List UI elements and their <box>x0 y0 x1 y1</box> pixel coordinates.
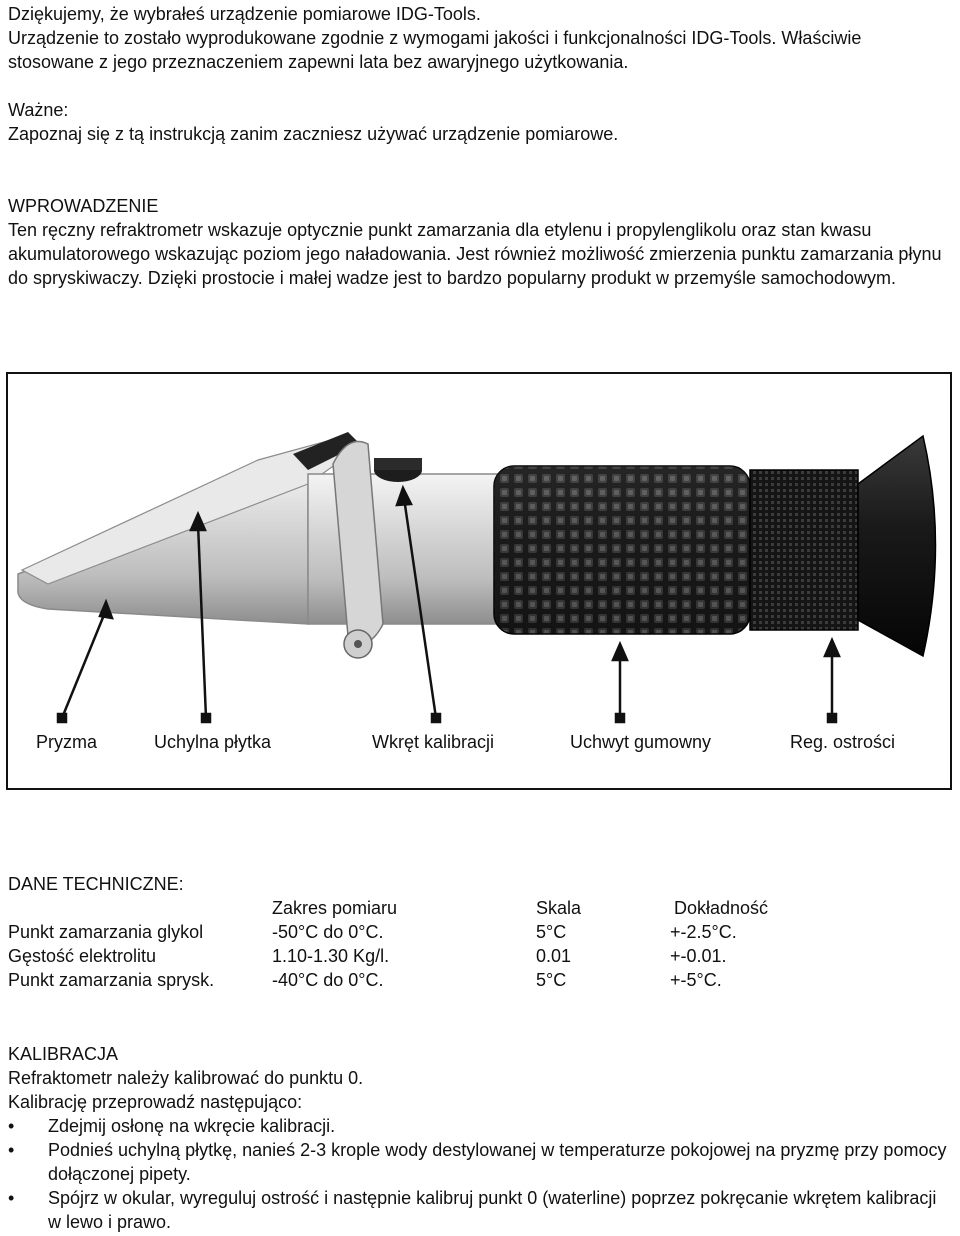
calibration-line1: Refraktometr należy kalibrować do punktu 0. <box>8 1068 364 1088</box>
refractometer-illustration <box>8 374 950 788</box>
label-calibration-screw: Wkręt kalibracji <box>372 732 495 752</box>
calibration-heading: KALIBRACJA <box>8 1044 119 1064</box>
list-item: • Podnieś uchylną płytkę, nanieś 2-3 krople wody destylowanej w temperaturze pokojowej na pryzmę przy pomocy dołączonej pipety. <box>8 1138 952 1186</box>
tech-header-accuracy: Dokładność <box>674 898 769 918</box>
arrow-screw-tail <box>432 714 440 722</box>
important-heading: Ważne: <box>8 100 69 120</box>
arrow-plate-tail <box>202 714 210 722</box>
tech-cell-scale: 5°C <box>536 970 567 990</box>
table-row <box>8 968 952 992</box>
important-section <box>8 98 952 146</box>
table-row <box>8 920 952 944</box>
label-rubber-grip: Uchwyt gumowny <box>570 732 712 752</box>
important-text: Zapoznaj się z tą instrukcją zanim zaczniesz używać urządzenie pomiarowe. <box>8 124 619 144</box>
arrow-prism <box>62 610 106 718</box>
focus-ring <box>750 470 858 630</box>
tech-cell-scale: 5°C <box>536 922 567 942</box>
arrow-focus-head <box>825 640 839 656</box>
introduction-section <box>8 194 952 290</box>
calibration-steps <box>8 1114 952 1234</box>
tech-cell-name: Punkt zamarzania glykol <box>8 922 204 942</box>
arrow-focus-tail <box>828 714 836 722</box>
table-row <box>8 944 952 968</box>
arrow-prism-tail <box>58 714 66 722</box>
tech-header-range: Zakres pomiaru <box>272 898 398 918</box>
intro-thanks: Dziękujemy, że wybrałeś urządzenie pomiarowe IDG-Tools. <box>8 4 481 24</box>
list-item: • Zdejmij osłonę na wkręcie kalibracji. <box>8 1114 952 1138</box>
tech-cell-range: 1.10-1.30 Kg/l. <box>272 946 390 966</box>
rubber-grip-shade <box>494 466 750 634</box>
tech-section <box>8 872 952 896</box>
tech-heading: DANE TECHNICZNE: <box>8 874 184 894</box>
introduction-text: Ten ręczny refraktrometr wskazuje optycznie punkt zamarzania dla etylenu i propylenglikolu oraz stan kwasu akumulatorowego wskazując poziom jego naładowania. Jest również możliwość zmierzenia punktu zamarzania płynu do spryskiwaczy. Dzięki prostocie i małej wadze jest to bardzo popularny produkt w przemyśle samochodowym. <box>8 220 942 288</box>
clamp-screw-center <box>354 640 362 648</box>
tech-cell-name: Punkt zamarzania sprysk. <box>8 970 215 990</box>
arrow-grip-head <box>613 644 627 660</box>
label-focus: Reg. ostrości <box>790 732 896 752</box>
tech-cell-accuracy: +-0.01. <box>670 946 727 966</box>
tech-cell-range: -50°C do 0°C. <box>272 922 384 942</box>
label-tilting-plate: Uchylna płytka <box>154 732 272 752</box>
tech-table <box>8 896 952 992</box>
intro-description: Urządzenie to zostało wyprodukowane zgodnie z wymogami jakości i funkcjonalności IDG-Tools. Właściwie stosowane z jego przeznaczeniem zapewni lata bez awaryjnego użytkowania. <box>8 28 862 72</box>
label-prism: Pryzma <box>36 732 98 752</box>
tech-header-row <box>8 896 952 920</box>
refractometer-figure <box>6 372 952 790</box>
calibration-line2: Kalibrację przeprowadź następująco: <box>8 1092 303 1112</box>
calibration-section <box>8 1042 952 1234</box>
eyepiece <box>858 436 936 656</box>
introduction-heading: WPROWADZENIE <box>8 196 159 216</box>
tech-cell-range: -40°C do 0°C. <box>272 970 384 990</box>
tech-cell-scale: 0.01 <box>536 946 572 966</box>
arrow-grip-tail <box>616 714 624 722</box>
calibration-screw-body <box>374 458 422 470</box>
tech-cell-accuracy: +-2.5°C. <box>670 922 737 942</box>
list-item: • Spójrz w okular, wyreguluj ostrość i następnie kalibruj punkt 0 (waterline) poprzez pokręcanie wkrętem kalibracji w lewo i prawo. <box>8 1186 952 1234</box>
tech-cell-name: Gęstość elektrolitu <box>8 946 157 966</box>
tech-header-scale: Skala <box>536 898 582 918</box>
intro-section <box>8 2 952 74</box>
tech-cell-accuracy: +-5°C. <box>670 970 722 990</box>
